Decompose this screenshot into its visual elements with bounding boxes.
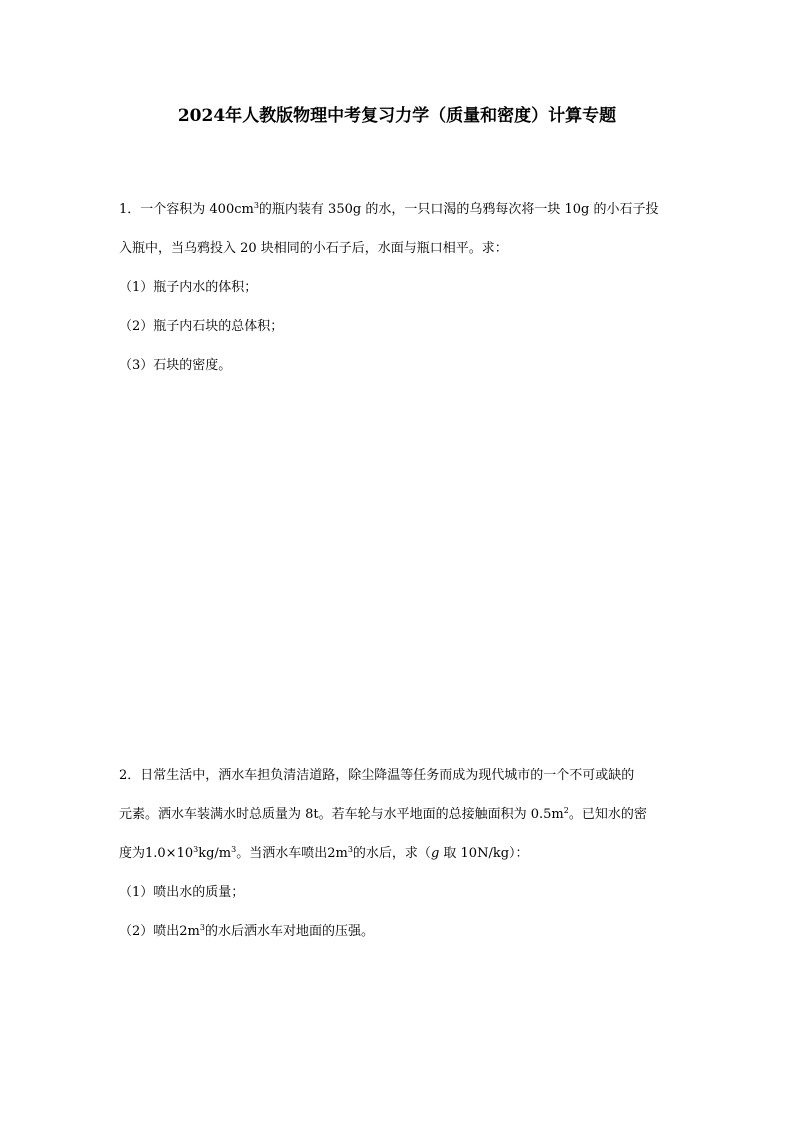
- question-2-line-3: 度为$1.0\times 10^3kg/m^3$。当洒水车喷出$2m^3$的水后，求（g 取 10N/kg）：: [119, 845, 529, 861]
- question-1-subquestion-3: （3）石块的密度。: [119, 358, 232, 373]
- document-title: 2024年人教版物理中考复习力学（质量和密度）计算专题: [177, 106, 617, 126]
- question-1-subquestion-1: （1）瓶子内水的体积；: [119, 280, 258, 295]
- question-2-line-1: 2．日常生活中，洒水车担负清洁道路，除尘降温等任务而成为现代城市的一个不可或缺的: [119, 768, 635, 783]
- question-1-line-1: 1．一个容积为 $400cm^3$的瓶内装有 350g 的水，一只口渴的乌鸦每次将一块 10g 的小石子投: [119, 201, 659, 217]
- question-2-line-2: 元素。洒水车装满水时总质量为 8t。若车轮与水平地面的总接触面积为 $0.5m^2$。已知水的密: [119, 806, 647, 822]
- question-2-subquestion-2: （2）喷出$2m^3$的水后洒水车对地面的压强。: [119, 923, 374, 939]
- question-1-subquestion-2: （2）瓶子内石块的总体积；: [119, 319, 284, 334]
- question-1: [119, 200, 679, 376]
- question-2-subquestion-1: （1）喷出水的质量；: [119, 885, 245, 900]
- question-2: [119, 766, 679, 942]
- variable-g: g: [430, 846, 440, 861]
- question-1-line-2: 入瓶中，当乌鸦投入 20 块相同的小石子后，水面与瓶口相平。求：: [119, 241, 508, 256]
